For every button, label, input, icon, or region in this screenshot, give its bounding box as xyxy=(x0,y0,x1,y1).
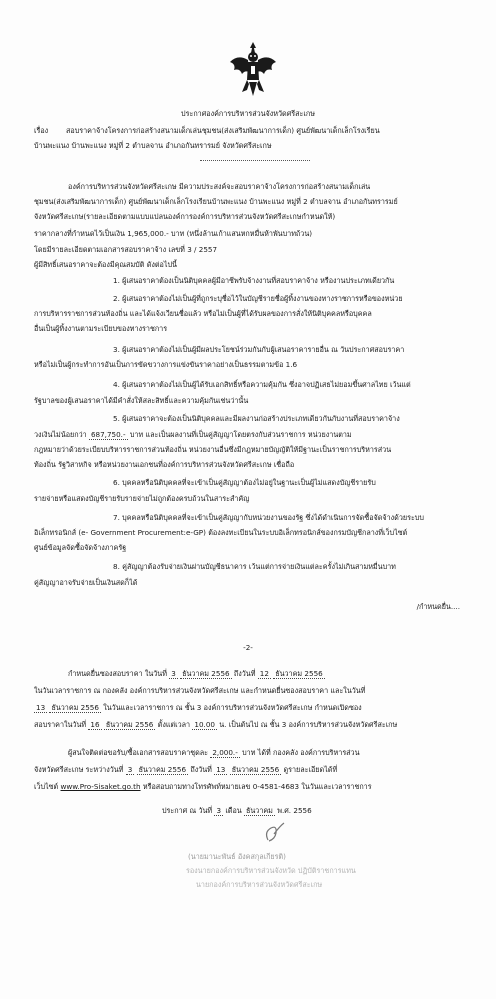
qualification-item: รัฐบาลของผู้เสนอราคาได้มีคำสั่งให้สละสิทธิ์และความคุ้มกันเช่นว่านั้น xyxy=(34,396,249,405)
submission-line xyxy=(34,703,362,713)
announcement-month: ธันวาคม xyxy=(246,806,273,815)
qualification-item: ศูนย์ข้อมูลจัดซื้อจัดจ้างภาครัฐ xyxy=(34,543,127,552)
page-number: -2- xyxy=(243,643,253,652)
signatory-title: รองนายกองค์การบริหารส่วนจังหวัด ปฏิบัติราชการแทน xyxy=(186,866,356,875)
submission-text: ตั้งแต่เวลา xyxy=(157,720,191,729)
submission-text: น. เป็นต้นไป ณ ชั้น 3 องค์การบริหารส่วนจังหวัดศรีสะเกษ xyxy=(219,720,398,729)
qualification-item: 2. ผู้เสนอราคาต้องไม่เป็นผู้ที่ถูกระบุชื่อไว้ในบัญชีรายชื่อผู้ทิ้งงานของทางราชการหรือของหน่วย xyxy=(113,294,403,303)
announcement-day: 3 xyxy=(216,806,222,815)
qualification-item: อื่นเป็นผู้ทิ้งงานตามระเบียบของทางราชการ xyxy=(34,324,168,333)
qualification-item: หรือไม่เป็นผู้กระทำการอันเป็นการขัดขวางการแข่งขันราคาอย่างเป็นธรรมตามข้อ 1.6 xyxy=(34,360,298,369)
continued-marker: /กำหนดยื่น.... xyxy=(416,602,460,611)
signatory-title: นายกองค์การบริหารส่วนจังหวัดศรีสะเกษ xyxy=(196,880,323,889)
document-number: โดยมีรายละเอียดตามเอกสารสอบราคาจ้าง เลขที่ 3 / 2557 xyxy=(34,245,218,254)
signatory-name: (นายมานะพันธ์ อังคสกุลเกียรติ) xyxy=(188,852,286,861)
submission-month: ธันวาคม 2556 xyxy=(51,703,99,712)
qualification-item: รายจ่ายหรือแสดงบัญชีรายรับรายจ่ายไม่ถูกต้องครบถ้วนในสาระสำคัญ xyxy=(34,494,250,503)
submission-day: 12 xyxy=(259,669,269,678)
reference-price: ราคากลางที่กำหนดไว้เป็นเงิน 1,965,000.- บาท (หนึ่งล้านเก้าแสนหกหมื่นห้าพันบาทถ้วน) xyxy=(34,229,313,238)
submission-day: 3 xyxy=(171,669,176,678)
intro-line: จังหวัดศรีสะเกษ(รายละเอียดตามแบบแปลนองค์การองค์การบริหารส่วนจังหวัดศรีสะเกษกำหนดให้) xyxy=(34,212,336,221)
document-heading: ประกาศองค์การบริหารส่วนจังหวัดศรีสะเกษ xyxy=(181,109,315,118)
announcement-date xyxy=(162,806,312,816)
subject-line: สอบราคาจ้างโครงการก่อสร้างสนามเด็กเล่นชุมชน(ส่งเสริมพัฒนาการเด็ก) ศูนย์พัฒนาเด็กเล็กโรงเรียน xyxy=(66,126,380,135)
qualification-item: 8. คู่สัญญาต้องรับจ่ายเงินผ่านบัญชีธนาคาร เว้นแต่การจ่ายเงินแต่ละครั้งไม่เกินสามหมื่นบาท xyxy=(113,562,396,571)
qualification-item: 6. บุคคลหรือนิติบุคคลที่จะเข้าเป็นคู่สัญญาต้องไม่อยู่ในฐานะเป็นผู้ไม่แสดงบัญชีรายรับ xyxy=(113,478,376,487)
qualification-item: 7. บุคคลหรือนิติบุคคลที่จะเข้าเป็นคู่สัญญากับหน่วยงานของรัฐ ซึ่งได้ดำเนินการจัดซื้อจัดจ้างด้วยระบบ xyxy=(113,513,424,522)
min-value-label: วงเงินไม่น้อยกว่า xyxy=(34,430,87,439)
qualification-item: 1. ผู้เสนอราคาต้องเป็นนิติบุคคลผู้มีอาชีพรับจ้างงานที่สอบราคาจ้าง หรืองานประเภทเดียวกัน xyxy=(113,276,395,285)
submission-line xyxy=(34,720,397,730)
submission-text: ในวันและเวลาราชการ ณ ชั้น 3 องค์การบริหารส่วนจังหวัดศรีสะเกษ กำหนดเปิดซอง xyxy=(103,703,362,712)
document-price: 2,000.- xyxy=(212,748,238,757)
purchase-text: ผู้สนใจติดต่อขอรับ/ซื้อเอกสารสอบราคาชุดละ xyxy=(68,748,209,757)
submission-line: ในวันเวลาราชการ ณ กองคลัง องค์การบริหารส่วนจังหวัดศรีสะเกษ และกำหนดยื่นซองสอบราคา และในวันที่ xyxy=(34,686,366,695)
submission-text: ถึงวันที่ xyxy=(233,669,256,678)
qualification-item xyxy=(34,430,352,440)
intro-line: ชุมชน(ส่งเสริมพัฒนาการเด็ก) ศูนย์พัฒนาเด็กเล็กโรงเรียนบ้านพะแนง บ้านพะแนง หมู่ที่ 2 ตำบลจาน อำเภอกันทรารมย์ xyxy=(34,197,398,206)
purchase-line xyxy=(34,782,372,792)
separator xyxy=(200,160,310,161)
purchase-text: บาท ได้ที่ กองคลัง องค์การบริหารส่วน xyxy=(242,748,360,757)
purchase-text: หรือสอบถามทางโทรศัพท์หมายเลข 0-4581-4683 ในวันและเวลาราชการ xyxy=(142,782,372,791)
qualification-item: 3. ผู้เสนอราคาต้องไม่เป็นผู้มีผลประโยชน์ร่วมกันกับผู้เสนอราคารายอื่น ณ วันประกาศสอบราคา xyxy=(113,345,405,354)
announcement-month-label: เดือน xyxy=(225,806,242,815)
opening-time: 10.00 xyxy=(194,720,215,729)
qualification-item: กฎหมายว่าด้วยระเบียบบริหารราชการส่วนท้องถิ่น หน่วยงานอื่นซึ่งมีกฎหมายบัญญัติให้มีฐานะเป็นราชการบริหารส่วน xyxy=(34,445,392,454)
garuda-emblem-icon xyxy=(228,40,278,98)
signature-icon xyxy=(262,820,288,846)
purchase-day: 13 xyxy=(216,765,226,774)
submission-month: ธันวาคม 2556 xyxy=(275,669,323,678)
qualification-item: 5. ผู้เสนอราคาจะต้องเป็นนิติบุคคลและมีผลงานก่อสร้างประเภทเดียวกันกับงานที่สอบราคาจ้าง xyxy=(113,414,400,423)
submission-line xyxy=(68,669,325,679)
purchase-line xyxy=(68,748,360,758)
intro-line: องค์การบริหารส่วนจังหวัดศรีสะเกษ มีความประสงค์จะสอบราคาจ้างโครงการก่อสร้างสนามเด็กเล่น xyxy=(68,182,371,191)
announcement-year: พ.ศ. 2556 xyxy=(277,806,312,815)
qualifications-heading: ผู้มีสิทธิ์เสนอราคาจะต้องมีคุณสมบัติ ดังต่อไปนี้ xyxy=(34,260,177,269)
website-link[interactable]: www.Pro-Sisaket.go.th xyxy=(60,782,141,791)
subject-label: เรื่อง xyxy=(34,126,49,135)
purchase-text: ดูรายละเอียดได้ที่ xyxy=(283,765,338,774)
submission-day: 13 xyxy=(36,703,46,712)
qualification-item: อิเล็กทรอนิกส์ (e- Government Procurement:e-GP) ต้องลงทะเบียนในระบบอิเล็กทรอนิกส์ของกรมบัญชีกลางที่เว็บไซต์ xyxy=(34,528,408,537)
qualification-item: คู่สัญญาอาจรับจ่ายเป็นเงินสดก็ได้ xyxy=(34,578,138,587)
purchase-text: จังหวัดศรีสะเกษ ระหว่างวันที่ xyxy=(34,765,124,774)
min-value-amount: 687,750.- xyxy=(90,430,126,439)
qualification-item: ท้องถิ่น รัฐวิสาหกิจ หรือหน่วยงานเอกชนที่องค์การบริหารส่วนจังหวัดศรีสะเกษ เชื่อถือ xyxy=(34,460,295,469)
opening-month: ธันวาคม 2556 xyxy=(105,720,154,729)
announcement-label: ประกาศ ณ วันที่ xyxy=(162,806,213,815)
purchase-month: ธันวาคม 2556 xyxy=(231,765,280,774)
purchase-text: เว็บไซต์ xyxy=(34,782,59,791)
purchase-text: ถึงวันที่ xyxy=(190,765,212,774)
purchase-line xyxy=(34,765,337,775)
qualification-item: 4. ผู้เสนอราคาต้องไม่เป็นผู้ได้รับเอกสิทธิ์หรือความคุ้มกัน ซึ่งอาจปฏิเสธไม่ยอมขึ้นศาลไทย เว้นแต่ xyxy=(113,380,411,389)
submission-text: กำหนดยื่นซองสอบราคา ในวันที่ xyxy=(68,669,167,678)
purchase-day: 3 xyxy=(127,765,133,774)
qualification-item: การบริหารราชการส่วนท้องถิ่น และได้แจ้งเวียนชื่อแล้ว หรือไม่เป็นผู้ที่ได้รับผลของการสั่งให้นิติบุคคลหรือบุคคล xyxy=(34,309,372,318)
subject-line: บ้านพะแนง บ้านพะแนง หมู่ที่ 2 ตำบลจาน อำเภอกันทรารมย์ จังหวัดศรีสะเกษ xyxy=(34,141,272,150)
submission-month: ธันวาคม 2556 xyxy=(182,669,230,678)
min-value-rest: บาท และเป็นผลงานที่เป็นคู่สัญญาโดยตรงกับส่วนราชการ หน่วยงานตาม xyxy=(129,430,352,439)
opening-day: 16 xyxy=(90,720,100,729)
purchase-month: ธันวาคม 2556 xyxy=(138,765,187,774)
submission-text: สอบราคาในวันที่ xyxy=(34,720,87,729)
